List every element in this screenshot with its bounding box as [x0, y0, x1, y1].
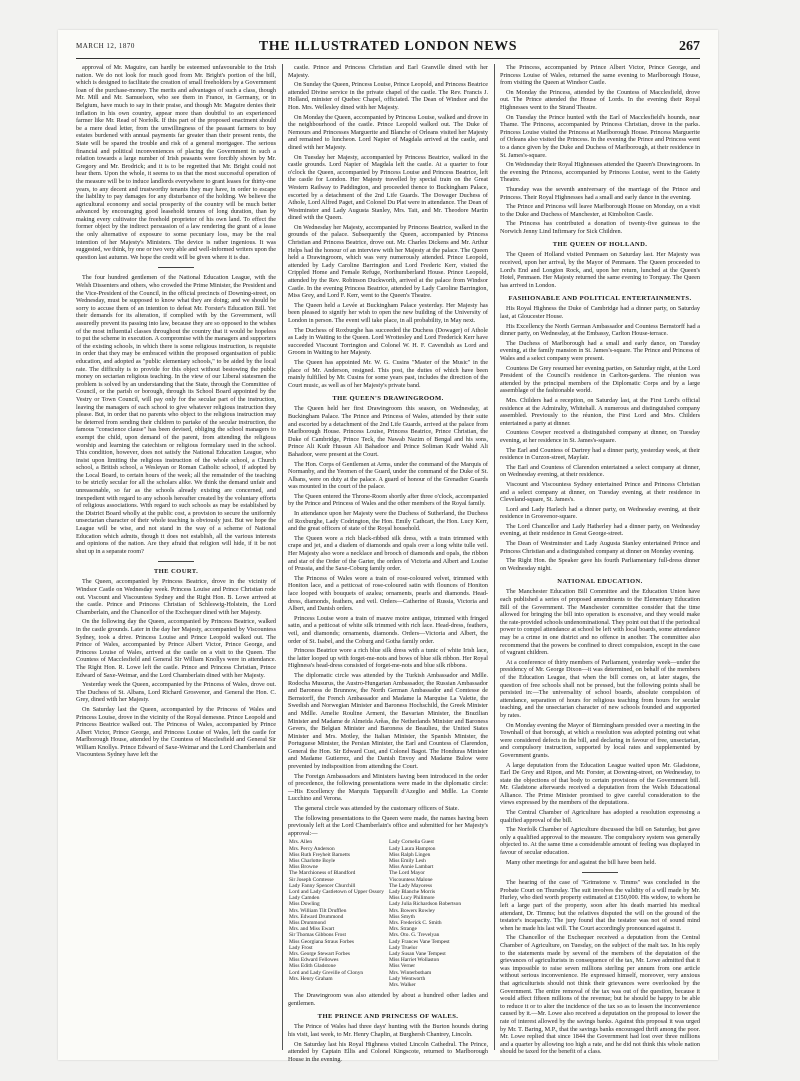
article-paragraph: The Foreign Ambassadors and Ministers having been introduced in the order of precedence, the following presentations were made in the diplomatic circle:—His Excellency the Marquis Tapparelli d'Azeglio and Mdlle. La Comte Lucchino and Verona.	[288, 772, 488, 803]
section-heading-drawingroom: THE QUEEN'S DRAWINGROOM.	[332, 395, 444, 403]
presentation-name: Miss Lucy Philimore	[389, 895, 435, 902]
article-paragraph: At a conference of thirty members of Parliament, yesterday week—under the presidency of Mr. George Dixon—it was determined, on behalf of the members of the Education League, that when the bill comes on, at later stages, the question of free schools shall not be pressed, but the following points shall be persisted in:—The universality of school boards, absolute compulsion of attendance, separation of hours for religious teaching from hours for secular teaching, and the unsectarian character of new schools founded and supported by rates.	[500, 658, 700, 719]
article-paragraph: His Excellency the North German Ambassador and Countess Bernstorff had a dinner party, on Wednesday, at the Embassy, Carlton House-terrace.	[500, 322, 700, 338]
article-paragraph: The Princess has contributed a donation of twenty-five guineas to the Norwich Jenny Lind Infirmary for Sick Children.	[500, 220, 700, 235]
section-divider	[158, 267, 194, 268]
newspaper-title: THE ILLUSTRATED LONDON NEWS	[258, 39, 518, 54]
presentation-name: Mrs. and Miss Ewart	[289, 926, 335, 933]
presentation-name: Lady Camden	[289, 895, 320, 902]
article-paragraph: Countess Cowper received a distinguished company at dinner, on Tuesday evening, at her residence in St. James's-square.	[500, 429, 700, 444]
presentation-name	[288, 982, 388, 988]
article-paragraph: The Princess, accompanied by Prince Albert Victor, Prince George, and Princess Louise of Wales, returned the same evening to Marlborough House, from visiting the Queen at Windsor Castle.	[500, 64, 700, 87]
presentation-name: Mrs. Allen	[289, 839, 313, 846]
article-paragraph: The Norfolk Chamber of Agriculture discussed the bill on Saturday, but gave only a qualified approval to the measure. The compulsory system was generally objected to. At the same time a considerable amount of feeling was displayed in favour of secular education.	[500, 826, 700, 857]
article-paragraph: A large deputation from the Education League waited upon Mr. Gladstone, Earl De Grey and Ripon, and Mr. Forster, at Downing-street, on Wednesday, to state the objections of that body to certain provisions of the Government bill. Mr. Gladstone afterwards received a deputation from the Welsh Educational Alliance. The Prime Minister promised to give careful consideration to the views expressed by the members of the deputations.	[500, 761, 700, 807]
presentation-name: Mrs. Strange	[389, 926, 417, 933]
presentation-name: Lord and Lady Castletown of Upper Ossory	[289, 889, 384, 896]
article-paragraph: The Drawingroom was also attended by about a hundred other ladies and gentlemen.	[288, 992, 488, 1007]
article-paragraph: The Central Chamber of Agriculture has adopted a resolution expressing a qualified approval of the bill.	[500, 809, 700, 824]
presentation-name: Lady Truelor	[389, 944, 418, 951]
article-paragraph: His Royal Highness the Duke of Cambridge had a dinner party, on Saturday last, at Gloucester House.	[500, 305, 700, 321]
section-heading-queen-of-holland: THE QUEEN OF HOLLAND.	[552, 241, 648, 249]
article-paragraph: In attendance upon her Majesty were the Duchess of Sutherland, the Duchess of Roxburghe, Lady Codrington, the Hon. Emily Cathcart, the Hon. Lucy Kerr, and the great officers of state of the Royal household.	[288, 510, 488, 533]
article-paragraph: On Wednesday their Royal Highnesses attended the Queen's Drawingroom. In the evening the Princess, accompanied by Princess Louise, went to the Gaiety Theatre.	[500, 161, 700, 184]
presentation-name: Mrs. William Tilt Drufflen	[289, 907, 347, 914]
article-paragraph: On Tuesday the Prince hunted with the Earl of Macclesfield's hounds, near Thame. The Princess, accompanied by Princess Christian, drove in the parks. Princess Louise visited the Princess at Marlborough House. Princess Marguerite of Orleans also visited the Princess. In the evening the Prince and Princess went to a dance given by the Duke and Duchess of Marlborough, at their residence in St. James's-square.	[500, 113, 700, 159]
presentation-row	[288, 982, 488, 988]
article-paragraph: Lord and Lady Harlech had a dinner party, on Wednesday evening, at their residence in Grosvenor-square.	[500, 505, 700, 521]
section-divider	[158, 561, 194, 562]
presentation-name: Lady Fanny Spencer Churchill	[289, 882, 356, 889]
presentation-name: Miss Ruth Freyheit Barnetts	[289, 851, 350, 858]
article-paragraph: The Queen wore a rich black-ribbed silk dress, with a train trimmed with crape and jet, and a diadem of diamonds and opals over a long white tulle veil. Her Majesty also wore a necklace and brooch of diamonds and opals, the ribbon and star of the Order of the Garter, the orders of Victoria and Albert and Louise of Prussia, and the Saxe-Coburg family order.	[288, 534, 488, 573]
article-paragraph: Mrs. Childers had a reception, on Saturday last, at the First Lord's official residence at the Admiralty, Whitehall. A numerous and distinguished company assembled. Previously to the réunion, the First Lord and Mrs. Childers entertained a party at dinner.	[500, 396, 700, 427]
presentation-name: Miss Edith Gladstone	[289, 963, 336, 970]
presentation-name: Mrs. Edward Drummond	[289, 913, 344, 920]
article-paragraph: On Sunday the Queen, Princess Louise, Prince Leopold, and Princess Beatrice attended Divine service in the private chapel of the castle. The Rev. Francis J. Holland, minister of Quebec Chapel, officiated. The Dean of Windsor and the Hon. Mrs. Wellesley dined with her Majesty.	[288, 81, 488, 111]
article-paragraph: The Dean of Westminster and Lady Augusta Stanley entertained Prince and Princess Christian and a distinguished company at dinner on Monday evening.	[500, 540, 700, 555]
column-rule	[282, 64, 283, 1050]
article-paragraph: The Lord Chancellor and Lady Hatherley had a dinner party, on Wednesday evening, at their residence in Great George-street.	[500, 522, 700, 538]
presentation-name: Lord and Lady Greville of Clonyn	[289, 969, 364, 976]
presentation-name: Lady Wentworth	[389, 975, 426, 982]
presentation-name: Lady Julia Richardson Robertson	[389, 901, 462, 908]
article-paragraph: Yesterday week the Queen, accompanied by the Princess of Wales, drove out. The Duchess of St. Albans, Lord Richard Grosvenor, and General the Hon. C. Grey, dined with her Majesty.	[76, 681, 276, 704]
column-2	[288, 64, 488, 1063]
article-paragraph: approval of Mr. Maguire, can hardly be esteemed unfavourable to the Irish nation. We do not look for much good from Mr. Bright's portion of the bill, which is designed to facilitate the creation of small freeholders by a Government loan of the purchase-money. The merits and advantages of such a class, though Mr. Mill and Mr. Samuelson, who see them in France, in Germany, or in Belgium, have much to say in their praise, and though Mr. Maguire denies their inflation in his own country, appear more than doubtful to an experienced farmer like Mr. Read of Norfolk. If this part of the proposed enactment should be a mere dead letter, from the unwillingness of the peasant farmers to buy estates burdened with annual payments far greater than their present rents, the State will be spared the trouble and risk of a general mortgagee. The serious financial and political inconveniences of placing the Government in such a relation towards a large number of Irish peasants were forcibly shown by Mr. Gregory and Mr. Brodrick; and it is to be regretted that Mr. Bright could not hear them. Upon the whole, it seems to us that the most successful operation of the measure will be to induce landlords everywhere to grant leases for thirty-one years, to any decent and trustworthy tenants they may have, in order to escape the liability to pay damages for any disturbance of the holding. We believe the agricultural economy and social prosperity of the country will be much better advanced by encouraging good leasehold tenures of long duration, than by making every cultivator the freehold proprietor of his own land. To effect the former object by the indirect persuasion of a law rendering the grant of a lease the only alternative of exposure to some pecuniary loss, may be the real intention of her Majesty's Ministers. The device is rather ingenious. It was suggested, we think, by one or two very able and well-informed writers upon the question last autumn. We hope the credit will be given where it is due.	[76, 64, 276, 261]
presentation-name: Miss Emily Lesh	[389, 858, 426, 865]
article-paragraph: The Queen has appointed Mr. W. G. Cusins "Master of the Music" in the place of Mr. Anderson, resigned. This post, the duties of which have been mainly fulfilled by Mr. Cusins for some years past, includes the direction of the Court music, as well as of her Majesty's private band.	[288, 358, 488, 389]
article-paragraph: The Prince of Wales had three days' hunting with the Burton hounds during his visit, last week, to Mr. Henry Chaplin, at Burghersh Chantrey, Lincoln.	[288, 1023, 488, 1039]
section-heading-court: THE COURT.	[153, 568, 199, 576]
presentation-name: Mrs. Percy Anderson	[289, 845, 335, 852]
article-paragraph: castle. Prince and Princess Christian and Earl Granville dined with her Majesty.	[288, 64, 488, 79]
article-paragraph: Countess De Grey resumed her evening parties, on Saturday night, at the Lord President of the Council's residence in Carlton-gardens. The réunion was attended by the principal members of the Diplomatic Corps and by a large assemblage of the fashionable world.	[500, 364, 700, 395]
section-divider	[582, 872, 618, 873]
presentation-name: The Lord Mayor	[389, 870, 425, 877]
presentation-name: Miss Smyth	[389, 913, 415, 920]
article-paragraph: The following presentations to the Queen were made, the names having been previously left at the Lord Chamberlain's office and submitted for her Majesty's approval:—	[288, 814, 488, 837]
presentation-name: Mrs. Henry Graham	[289, 975, 333, 982]
column-1	[76, 64, 276, 1050]
presentation-name: Lady Frances Vane Tempest	[389, 938, 450, 945]
article-paragraph: On the following day the Queen, accompanied by Princess Beatrice, walked in the castle grounds. Later in the day her Majesty, accompanied by Viscountess Sydney, took a drive. Princess Louise and Prince Leopold walked out. The Prince of Wales, accompanied by Prince Albert Victor, Prince George, and Princess Louise of Wales, arrived at the castle on a visit to the Queen. The Countess of Macclesfield and General Sir William Knollys were in attendance. The Right Hon. R. Lowe left the castle. Prince and Princess Christian, Prince Edward of Saxe-Weimar, and the Lord Chamberlain dined with her Majesty.	[76, 618, 276, 679]
article-paragraph: The Prince and Princess will leave Marlborough House on Monday, on a visit to the Duke and Duchess of Manchester, at Kimbolton Castle.	[500, 203, 700, 218]
article-paragraph: The Hon. Corps of Gentlemen at Arms, under the command of the Marquis of Normanby, and the Yeomen of the Guard, under the command of the Duke of St. Albans, were on duty at the palace. A guard of honour of the Grenadier Guards was mounted in the court of the palace.	[288, 460, 488, 491]
article-paragraph: Princess Louise wore a train of mauve moire antique, trimmed with fringed satin, and a petticoat of white silk trimmed with rich lace. Head-dress, feathers, veil, and diamonds; ornaments, diamonds. Orders—Victoria and Albert, the order of St. Isabel, and the Coburg and Gotha family order.	[288, 614, 488, 645]
article-paragraph: The Manchester Education Bill Committee and the Education Union have each published a series of proposed amendments to the Elementary Education Bill of the Government. The Manchester committee consider that the time allowed for bringing the bill into operation is excessive, and they would make the rate-provided schools undenominational. They point out that if the periodical power to compel attendance at school be left with local boards, some attendance may be a crime in one district and no offence in another. The committee also recommend that the powers be confined to direct compulsion, except in the case of vagrant children.	[500, 588, 700, 657]
article-paragraph: The Queen held her first Drawingroom this season, on Wednesday, at Buckingham Palace. The Prince and Princess of Wales, attended by their suite and escorted by a detachment of the 2nd Life Guards, arrived at the palace from Marlborough House. Princess Louise, Princess Beatrice, Prince Christian, the Duke of Cambridge, Prince Teck, the Nawab Nazim of Bengal and his sons, Prince Ali Kudr Hussun Ali Bahadoor and Prince Soliman Kudr Wahid Ali Bahadoor, were present at the Court.	[288, 405, 488, 458]
presentation-name: Sir Thomas Gibbons Frost	[289, 932, 346, 939]
presentation-name: Miss Dowling	[289, 901, 320, 908]
presentation-name: Sir Joseph Comtesse	[289, 876, 334, 883]
presentation-name: Lady Susan Vane Tempest	[389, 951, 446, 958]
article-paragraph: The Right Hon. the Speaker gave his fourth Parliamentary full-dress dinner on Wednesday night.	[500, 557, 700, 572]
presentation-name: Viscountess Malone	[389, 876, 433, 883]
presentation-name: Lady Cornelia Guest	[389, 839, 434, 846]
presentation-name: Miss Verner	[389, 963, 416, 970]
article-paragraph: On Monday the Princess, attended by the Countess of Macclesfield, drove out. The Prince attended the House of Lords. In the evening their Royal Highnesses went to the Strand Theatre.	[500, 88, 700, 111]
article-paragraph: The Queen held a Levée at Buckingham Palace yesterday. Her Majesty has been pleased to signify her wish to open the new building of the University of London in person. The event will take place, in all probability, in May next.	[288, 301, 488, 324]
presentation-name: Mrs. Walker	[389, 982, 416, 989]
article-paragraph: Princess Beatrice wore a rich blue silk dress with a tunic of white Irish lace, the latter looped up with forget-me-nots and bows of blue silk ribbon. Her Royal Highness's head-dress consisted of forget-me-nots and blue silk ribbons.	[288, 647, 488, 670]
presentation-name: Miss Edward Fellowes	[289, 957, 339, 964]
presentation-name: Miss Annie Lambart	[389, 864, 434, 871]
article-paragraph: The Duchess of Roxburghe has succeeded the Duchess (Dowager) of Athole as Lady in Waiting to the Queen. Lord Wrottesley and Lord Frederick Kerr have succeeded Viscount Torrington and Colonel W. H. F. Cavendish as Lord and Groom in Waiting to her Majesty.	[288, 326, 488, 357]
presentation-name: The Marchioness of Blandford	[289, 870, 356, 877]
article-paragraph: The diplomatic circle was attended by the Turkish Ambassador and Mdlle. Rodocha Musurus, the Austro-Hungarian Ambassador, the Russian Ambassador and Baroness de Brunnow, the North German Ambassador and Comtesse de Bernstorff, the French Ambassador and Madame la Marquise La Valette, the Swedish and Norwegian Minister and Baroness Hochschild, the Greek Minister and Mdlle. Amelie Rouline Armeni, the Bavarian Minister, the Brazilian Minister and Madame de Almeida Arêas, the Netherlands Minister and Baroness Gevers, the Belgian Minister and Baroness de Beaulieu, the United States Minister and Mrs. Motley, the Italian Minister, the Spanish Minister, the Portuguese Minister, the Persian Minister, the Earl and Countess of Clarendon, General the Hon. Sir Edward Cust, and Colonel Bagot. The Honduras Minister and Madame Gutierrez, and the Danish Envoy and Madame Bulow were prevented by indisposition from attending the Court.	[288, 671, 488, 771]
article-paragraph: On Monday the Queen, accompanied by Princess Louise, walked and drove in the neighbourhood of the castle. Prince Leopold walked out. The Duke of Nemours and Princesses Marguerite and Blanche of Orleans visited her Majesty and remained to luncheon. Lord Napier of Magdala arrived at the castle, and dined with her Majesty.	[288, 113, 488, 151]
column-rule	[494, 64, 495, 1050]
presentation-name: Miss Georgiana Straus Forbes	[289, 938, 355, 945]
presentations-list	[288, 839, 488, 988]
presentation-name: Mrs. Winterbotham	[389, 969, 432, 976]
presentation-name: Miss Charlotte Boyle	[289, 858, 336, 865]
column-3	[500, 64, 700, 1056]
article-paragraph: The Queen of Holland visited Penmaen on Saturday last. Her Majesty was received, upon her arrival, by the Mayor of Penmaen. The Queen proceeded to Lord's End and Longton Rock, and, upon her return, lunched at the Queen's Hotel, Penmaen. Her Majesty returned the same evening to Torquay. The Queen has arrived in London.	[500, 251, 700, 289]
article-paragraph: The Duchess of Marlborough had a small and early dance, on Tuesday evening, at the family mansion in St. James's-square. The Prince and Princess of Wales and a select company were present.	[500, 339, 700, 362]
presentation-name: Lady Laura Hampton	[389, 845, 436, 852]
page-number: 267	[679, 39, 700, 54]
article-paragraph: On Saturday last the Queen, accompanied by the Princess of Wales and Princess Louise, drove in the vicinity of the Royal demesne. Prince Leopold and Princess Beatrice walked out. The Princess of Wales, accompanied by Prince Albert Victor, Prince George, and Princess Louise of Wales, left the castle for Marlborough House, attended by the Countess of Macclesfield and General Sir William Knollys. Prince Edward of Saxe-Weimar and the Lord Chamberlain and Viscountess Sydney have left the	[76, 705, 276, 759]
presentation-name: Miss Ralph Lingen	[389, 851, 431, 858]
article-paragraph: Thursday was the seventh anniversary of the marriage of the Prince and Princess. Their Royal Highnesses had a small and early dance in the evening.	[500, 185, 700, 201]
presentation-name: Mrs. George Stewart Forbes	[289, 951, 350, 958]
article-paragraph: On Tuesday her Majesty, accompanied by Princess Beatrice, walked in the castle grounds. Lord Napier of Magdala left the castle. At a quarter to four o'clock the Queen, accompanied by Princess Louise and Princess Beatrice, left the castle for London. Her Majesty travelled by special train on the Great Western Railway to Paddington, and proceeded thence to Buckingham Palace, escorted by a detachment of the 2nd Life Guards. The Dowager Duchess of Athole, Lord Alfred Paget, and Colonel Du Plat were in attendance. The Dean of Westminster and Lady Augusta Stanley, Mrs. Tait, and Mr. Theodore Martin dined with the Queen.	[288, 153, 488, 222]
article-paragraph: Many other meetings for and against the bill have been held.	[506, 858, 657, 866]
presentation-name: Mrs. Bowers Rowley	[389, 907, 435, 914]
article-paragraph: The Earl and Countess of Clarendon entertained a select company at dinner, on Wednesday evening, at their residence.	[500, 463, 700, 479]
article-paragraph: The general circle was attended by the customary officers of State.	[294, 805, 459, 813]
section-heading-prince-princess: THE PRINCE AND PRINCESS OF WALES.	[317, 1013, 459, 1021]
presentation-name: Lady Frost	[289, 944, 313, 951]
newspaper-page	[58, 30, 718, 1063]
article-paragraph: On Monday evening the Mayor of Birmingham presided over a meeting in the Townhall of that borough, at which a resolution was adopted pointing out what were considered defects in the bill, and declaring in favour of free, unsectarian, and compulsory instruction, supported by local rates and supplemented by Government grants.	[500, 721, 700, 759]
article-paragraph: The Chancellor of the Exchequer received a deputation from the Central Chamber of Agriculture, on Tuesday, on the subject of the malt tax. In his reply to the statements made by several of the members of the deputation of the grievances of agriculturists in consequence of the tax, Mr. Lowe admitted that it was impossible to raise seven millions sterling per annum from one article without serious inconvenience. He expressed himself, moreover, very anxious that agriculturists should not think their grievances were overlooked by the Government. The entire removal of the tax was out of the question, because it would affect fifteen millions of the revenue; but he should be happy to be able to reduce it or to alter the incidence of the tax so as to lessen the inconvenience caused by it.—Mr. Lowe also received a deputation on the proposal to lower the rate of interest allowed by the savings banks. Against this proposal it was urged by Mr. T. Baring, M.P., that the savings banks encouraged thrift among the poor. Mr. Lowe replied that since 1844 the Government had lost over three millions and a quarter by allowing too high a rate, and he did not think this whole nation should be taxed for the benefit of a class.	[500, 934, 700, 1056]
presentation-name: The Lady Mayoress	[389, 882, 433, 889]
presentation-name: Mrs. Oto. G. Trevelyan	[389, 932, 440, 939]
presentation-name: Miss Drummond	[289, 920, 326, 927]
columns	[76, 64, 700, 1063]
section-heading-national-education: NATIONAL EDUCATION.	[557, 578, 643, 586]
article-paragraph: The four hundred gentlemen of the National Education League, with the Welsh Dissenters and others, who crowded the Prime Minister, the President and the Vice-President of the Council, in the official precincts of Downing-street, on Wednesday, must be supposed to know what they are doing; and we should be sorry to accuse them of an intention to defeat Mr. Forster's Education Bill. Yet their demands for its alteration, if complied with by the Government, will assuredly prevent its passing into law, because they are so opposed to the wishes of the most influential classes throughout the country that it would be hopeless to put the scheme in execution. A compromise with the managers and supporters of the existing schools, in which there is some religious instruction, is requisite in order that they may be embraced within the proposed organisation of public education, and adopted as "public elementary schools," to be aided by the local rate. The difficulty is to provide for this object without bestowing the public money on sectarian religious teaching. In the view of our Liberal statesmen the problem is solved by an understanding that the State, through the Committee of Council, or the parish or borough, through its School Board appointed by the Vestry or Town Council, will pay only for the secular part of the instruction, leaving the managers of each school to give whatever religious instruction they please. But, in order that no parents who object to the religious instruction may be deterred from sending their children to partake of the secular instruction, the famous "conscience clause" has been devised, obliging the school managers to exempt the child, upon demand of the parent, from attending the religious worship and learning the catechism or religious formulary used in the school. This condition, however, does not satisfy the National Education League, who insist upon limiting the religious instruction of the whole school, a Church school, a British school, a Wesleyan or Roman Catholic school, if adopted by the Local Board, to certain hours of the week; all the remainder of the teaching to be strictly secular for all the scholars alike. We think the demand unfair and unreasonable, so far as the schools already existing are concerned, and inexpedient with regard to any schools hereafter created by the voluntary efforts of religious associations. With regard to such schools as may be established by the District Board wholly at the public cost, a provision to secure the uniformly unsectarian character of their whole teaching is obviously just. But we hope the League will be wise, and not stand in the way of a scheme of National Education which admits, though it does not establish, all the various interests and opinions of the nation. Are they afraid that religion will hide, if it be not shut up in a separate room?	[76, 274, 276, 555]
section-heading-entertainments: FASHIONABLE AND POLITICAL ENTERTAINMENTS.	[508, 295, 692, 303]
article-paragraph: Viscount and Viscountess Sydney entertained Prince and Princess Christian and a select company at dinner, on Tuesday evening, at their residence in Cleveland-square, St. James's.	[500, 480, 700, 504]
presentation-name: Miss Browne	[289, 864, 318, 871]
article-paragraph: On Wednesday her Majesty, accompanied by Princess Beatrice, walked in the grounds of the palace. Subsequently the Queen, accompanied by Princess Christian and Princess Beatrice, drove out. Mr. Charles Dickens and Mr. Arthur Helps had the honour of an interview with her Majesty at the palace. The Queen held a Drawingroom, which was very numerously attended. Prince Leopold, attended by Lady Caroline Barrington and Lord Frederic Kerr, visited the Crippled Home and Female Refuge, Northumberland House. Prince Leopold, attended by the Rev. Robinson Duckworth, arrived at the palace from Windsor Castle. In the evening Princess Beatrice, attended by Lady Caroline Barrington, Miss Grey, and Lord F. Kerr, went to the Queen's Theatre.	[288, 223, 488, 300]
article-paragraph: The Queen, accompanied by Princess Beatrice, drove in the vicinity of Windsor Castle on Wednesday week. Princess Louise and Prince Christian rode out. Viscount and Viscountess Sydney and the Right Hon. B. Lowe arrived at the castle. Prince and Princess Christian of Schleswig-Holstein, the Lord Chamberlain, and the Chancellor of the Exchequer dined with her Majesty.	[76, 578, 276, 616]
presentation-name: Mrs. Frederick C. Smith	[389, 920, 442, 927]
article-paragraph: The Earl and Countess of Dartrey had a dinner party, yesterday week, at their residence in Curzon-street, Mayfair.	[500, 446, 700, 462]
article-paragraph: The Princess of Wales wore a train of rose-coloured velvet, trimmed with Honiton lace, and a petticoat of rose-coloured satin with flounces of Honiton lace looped with bouquets of azalea; ornaments, pearls and diamonds. Head-dress, diamonds, feathers, and veil. Orders—Catherine of Russia, Victoria and Albert, and Danish orders.	[288, 574, 488, 613]
presentation-name: Miss Harriet Wollaston	[389, 957, 440, 964]
article-paragraph: The Queen entered the Throne-Room shortly after three o'clock, accompanied by the Prince and Princess of Wales and the other members of the Royal family.	[288, 492, 488, 508]
article-paragraph: On Saturday last his Royal Highness visited Lincoln Cathedral. The Prince, attended by Captain Ellis and Colonel Kingscote, returned to Marlborough House in the evening.	[288, 1040, 488, 1063]
masthead	[76, 38, 700, 59]
article-paragraph: The hearing of the case of "Grimstone v. Timms" was concluded in the Probate Court on Thursday. The suit involves the validity of a will made by Mr. Hurley, who died worth property estimated at £150,000. His widow, to whom he left a large part of the property, soon after his death married his medical attendant, Dr. Timms; but the relatives disputed the will on the ground of the testator's incapacity. The jury found that the testator was not of sound mind when he made his last will. The Court accordingly pronounced against it.	[500, 879, 700, 932]
issue-date: MARCH 12, 1870	[76, 42, 135, 50]
presentation-name: Lady Blanche Morris	[389, 889, 436, 896]
